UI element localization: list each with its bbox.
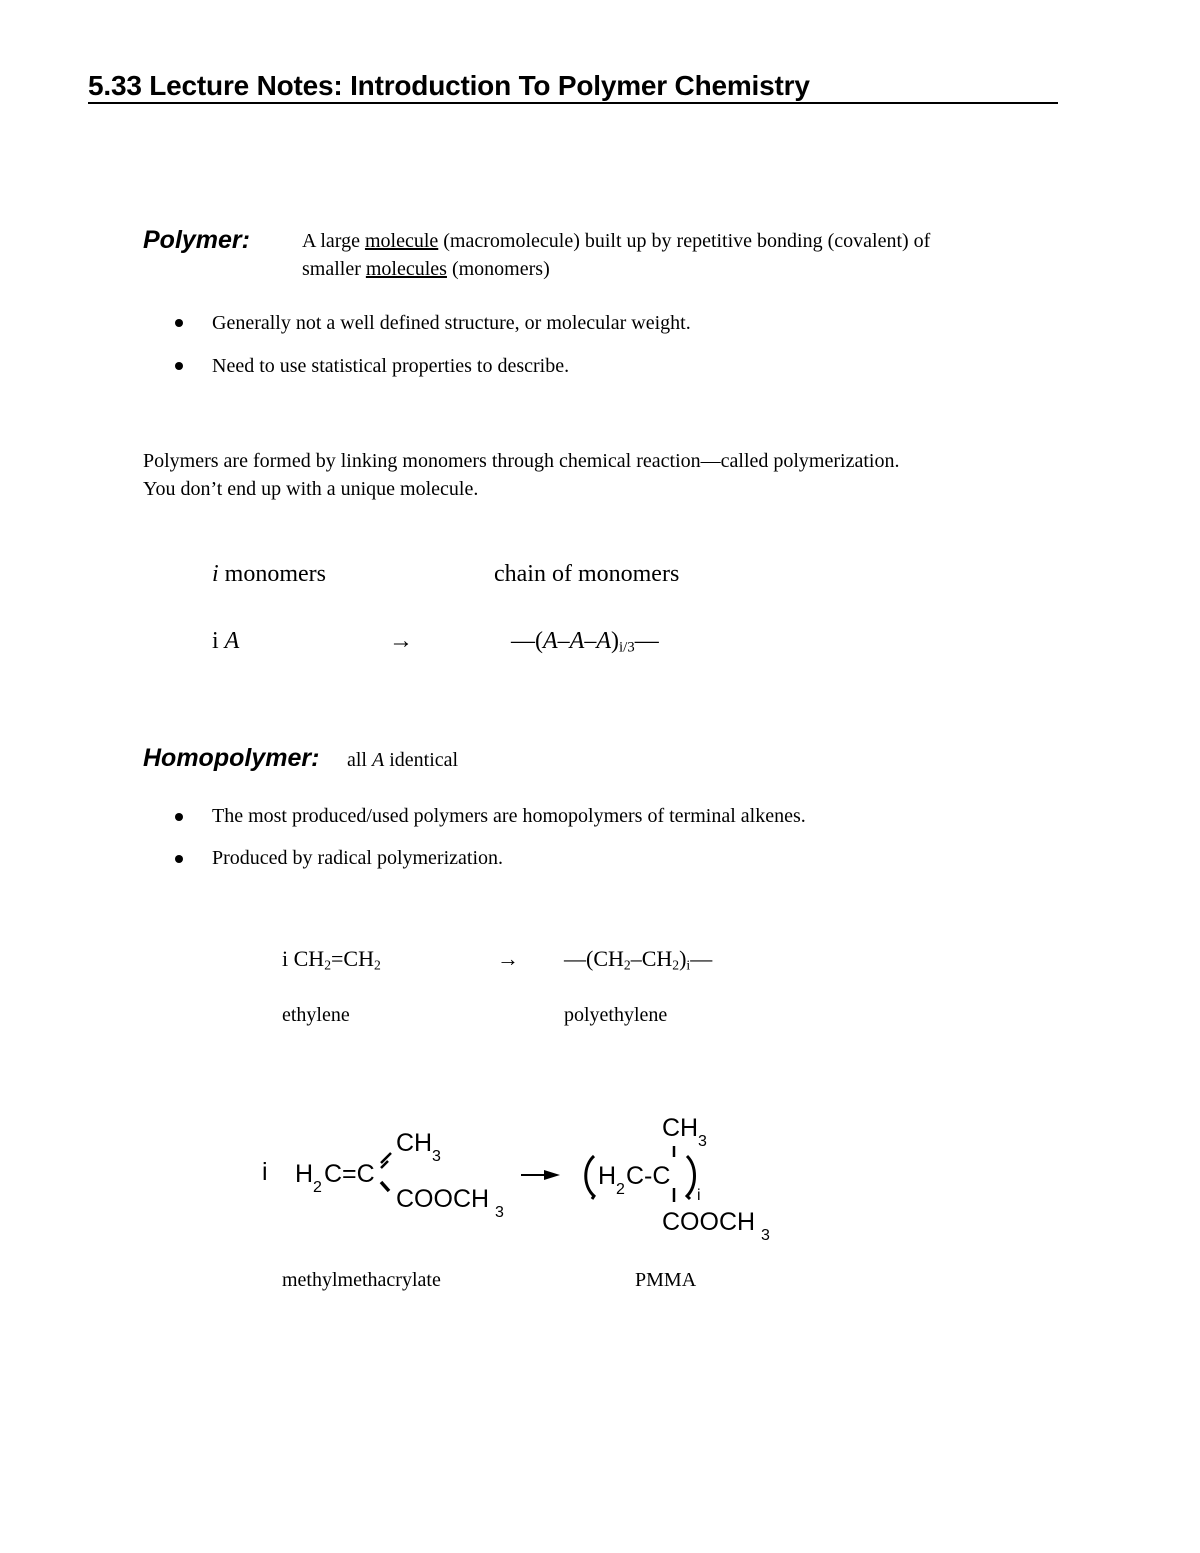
mma-coefficient: i (262, 1158, 268, 1186)
polymer-bullet-1: Generally not a well defined structure, or molecular weight. (212, 312, 691, 334)
monomers-label: i monomers (212, 561, 326, 587)
mma-name: methylmethacrylate (282, 1269, 441, 1291)
bullet-dot (175, 813, 183, 821)
polymer-definition-line1: A large molecule (macromolecule) built up by repetitive bonding (covalent) of (302, 230, 931, 252)
pmma-h-atom: H (598, 1162, 617, 1190)
homopolymer-definition: all A identical (347, 749, 459, 771)
homopolymer-bullet-2: Produced by radical polymerization. (212, 847, 504, 869)
pmma-reaction-scheme (250, 1100, 810, 1250)
mma-ester: COOCH (396, 1185, 490, 1213)
pmma-name: PMMA (635, 1269, 697, 1291)
bullet-dot (175, 855, 183, 863)
pmma-methyl: CH (662, 1114, 699, 1142)
formation-line-2: You don’t end up with a unique molecule. (143, 478, 479, 500)
monomer-reactant: i A (212, 628, 240, 654)
pmma-repeat-index: i (697, 1187, 701, 1204)
bullet-dot (175, 362, 183, 370)
pmma-methyl-subscript: 3 (698, 1133, 707, 1150)
homopolymer-term: Homopolymer: (143, 744, 320, 772)
chain-label: chain of monomers (494, 561, 680, 587)
chain-product: $—(A-A-A)_{i/3}—$ (511, 628, 659, 656)
polyethylene-name: polyethylene (564, 1004, 668, 1026)
page-title: 5.33 Lecture Notes: Introduction To Polymer Chemistry (88, 70, 810, 101)
homopolymer-bullet-1: The most produced/used polymers are homopolymers of terminal alkenes. (212, 805, 806, 827)
polymer-bullet-2: Need to use statistical properties to describe. (212, 355, 570, 377)
mma-h-subscript: 2 (313, 1179, 322, 1196)
pmma-ester-subscript: 3 (761, 1227, 770, 1244)
mma-h-atom: H (295, 1160, 314, 1188)
ethylene-formula: i $CH_2=CH_2$ (282, 946, 381, 973)
mma-methyl: CH (396, 1129, 433, 1157)
polymer-definition-line2: smaller molecules (monomers) (302, 258, 550, 280)
pmma-backbone: C-C (626, 1162, 671, 1190)
reaction-arrow: → (497, 946, 519, 971)
pmma-right-bracket (687, 1156, 695, 1199)
title-underline (88, 102, 1058, 104)
mma-bond-down (381, 1182, 389, 1191)
mma-vinyl-carbons: C=C (324, 1160, 375, 1188)
mma-bond-up (381, 1153, 391, 1168)
pmma-h-subscript: 2 (616, 1181, 625, 1198)
reaction-arrow: → (389, 628, 413, 654)
reaction-arrow-head (544, 1170, 560, 1180)
polymer-term: Polymer: (143, 226, 250, 254)
bullet-dot (175, 319, 183, 327)
mma-ester-subscript: 3 (495, 1204, 504, 1221)
mma-methyl-subscript: 3 (432, 1148, 441, 1165)
pmma-left-bracket (586, 1156, 594, 1199)
polyethylene-formula: $—(CH_2-CH_2)_i—$ (564, 946, 713, 973)
pmma-ester: COOCH (662, 1208, 756, 1236)
ethylene-name: ethylene (282, 1004, 350, 1026)
formation-line-1: Polymers are formed by linking monomers through chemical reaction—called polymerization. (143, 450, 900, 472)
